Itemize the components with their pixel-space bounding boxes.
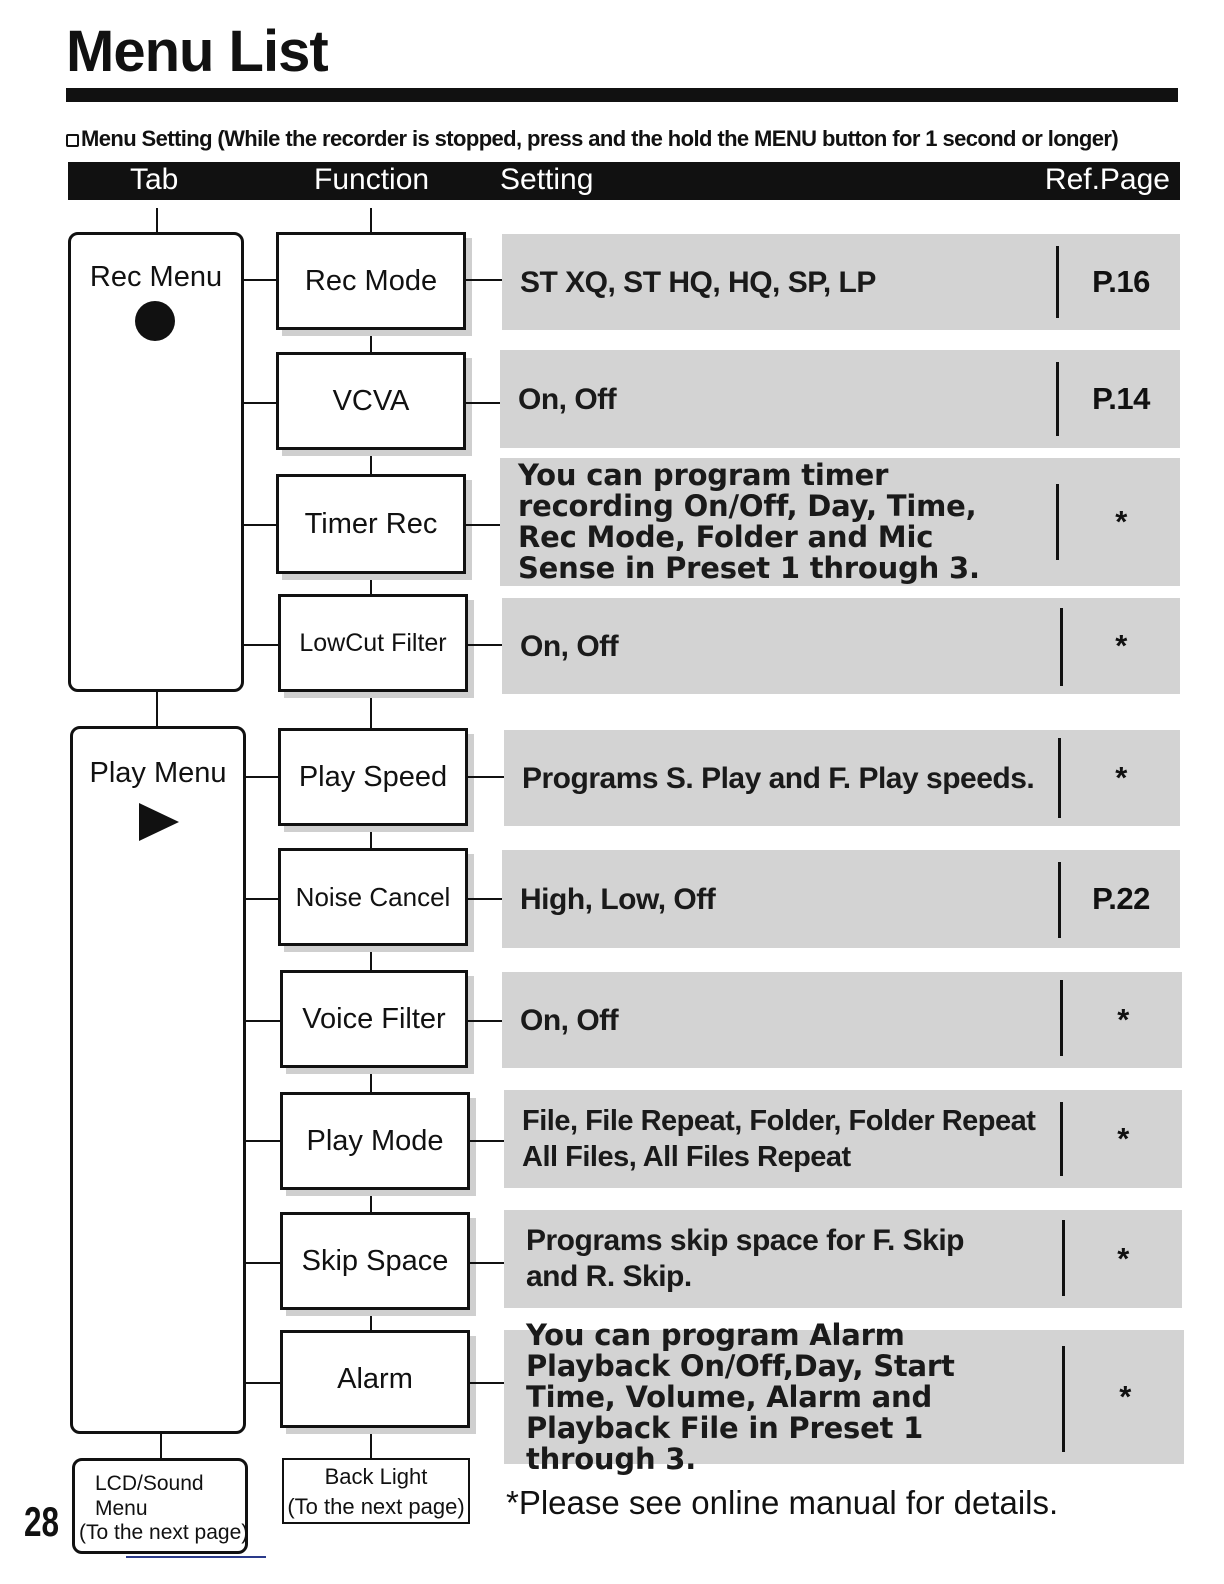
ref-divider (1056, 246, 1059, 318)
connector (468, 898, 504, 900)
ref-divider (1056, 484, 1059, 560)
setting-noise-cancel (502, 850, 1180, 948)
header-setting: Setting (500, 163, 594, 196)
setting-vcva (500, 350, 1180, 448)
ref-page: * (1117, 1121, 1129, 1156)
connector (244, 279, 278, 281)
connector (244, 644, 278, 646)
connector (468, 1020, 504, 1022)
menu-setting-caption-text: Menu Setting (While the recorder is stopped, press and the hold the MENU button for 1 second or longer) (81, 126, 1119, 151)
connector (156, 208, 158, 232)
connector (246, 1262, 280, 1264)
ref-page: P.14 (1092, 381, 1150, 416)
table-header (68, 162, 1180, 200)
ref-page: * (1117, 1241, 1129, 1276)
connector (246, 1140, 280, 1142)
title-rule (66, 88, 1178, 102)
connector (156, 692, 158, 726)
connector (244, 402, 278, 404)
lcd-sound-label-3: (To the next page) (79, 1521, 249, 1544)
setting-voice-filter (502, 972, 1182, 1068)
setting-rec-mode (502, 234, 1180, 330)
record-dot-icon (135, 301, 175, 341)
ref-page: * (1115, 504, 1127, 539)
ref-divider (1058, 862, 1061, 938)
page-title: Menu List (66, 19, 328, 84)
ref-divider (1062, 1346, 1065, 1452)
setting-text: High, Low, Off (520, 882, 716, 916)
connector (246, 776, 280, 778)
setting-skip-space (504, 1210, 1182, 1308)
setting-text: You can program Alarm Playback On/Off,Day, Start Time, Volume, Alarm and Playback File in Preset 1 through 3. (526, 1317, 955, 1476)
ref-page: * (1115, 628, 1127, 663)
setting-play-mode (504, 1090, 1182, 1188)
setting-text: You can program timer recording On/Off, Day, Time, Rec Mode, Folder and Mic Sense in Preset 1 through 3. (518, 458, 980, 585)
function-play-mode: Play Mode (280, 1092, 470, 1190)
ref-divider (1056, 362, 1059, 436)
connector (244, 524, 278, 526)
function-alarm: Alarm (280, 1330, 470, 1428)
setting-timer-rec (500, 458, 1180, 586)
ref-divider (1060, 1102, 1063, 1176)
tab-play-menu (70, 726, 246, 1434)
header-function: Function (314, 163, 430, 196)
rec-menu-label: Rec Menu (89, 261, 223, 293)
setting-text: File, File Repeat, Folder, Folder Repeat All Files, All Files Repeat (522, 1105, 1036, 1173)
back-light-next-page: (To the next page) (287, 1494, 465, 1519)
bottom-rule (126, 1556, 266, 1558)
ref-page: * (1117, 1002, 1129, 1037)
header-ref-page: Ref.Page (1044, 163, 1170, 196)
ref-divider (1058, 738, 1061, 818)
ref-page: P.22 (1092, 881, 1150, 916)
connector (370, 208, 372, 232)
connector (466, 279, 502, 281)
setting-lowcut-filter (502, 598, 1180, 694)
back-light-box (282, 1458, 470, 1524)
setting-play-speed (504, 730, 1180, 826)
checkbox-bullet-icon (66, 134, 79, 147)
lcd-sound-label-2: Menu (95, 1497, 148, 1520)
connector (466, 402, 502, 404)
play-triangle-icon (137, 801, 181, 843)
function-timer-rec: Timer Rec (276, 474, 466, 574)
connector (470, 1262, 504, 1264)
ref-page: P.16 (1092, 264, 1150, 299)
ref-divider (1060, 980, 1063, 1056)
setting-text: ST XQ, ST HQ, HQ, SP, LP (520, 265, 876, 299)
connector (246, 1382, 282, 1384)
back-light-label: Back Light (324, 1464, 428, 1489)
function-play-speed: Play Speed (278, 728, 468, 826)
menu-setting-caption (66, 126, 1118, 152)
function-noise-cancel: Noise Cancel (278, 848, 468, 946)
tab-lcd-sound-menu (72, 1458, 248, 1554)
connector (468, 776, 504, 778)
ref-page: * (1115, 760, 1127, 795)
header-tab: Tab (130, 163, 179, 196)
ref-page: * (1119, 1379, 1131, 1414)
function-rec-mode: Rec Mode (276, 232, 466, 330)
setting-alarm (504, 1317, 1184, 1476)
function-voice-filter: Voice Filter (280, 970, 468, 1068)
function-lowcut-filter: LowCut Filter (278, 594, 468, 692)
connector (470, 1382, 504, 1384)
connector (246, 898, 280, 900)
setting-text: On, Off (520, 629, 619, 663)
play-menu-label: Play Menu (89, 757, 227, 789)
page-number: 28 (24, 1498, 60, 1545)
connector (470, 1140, 504, 1142)
function-skip-space: Skip Space (280, 1212, 470, 1310)
setting-text: On, Off (520, 1003, 619, 1037)
setting-text: Programs skip space for F. Skip and R. Skip. (526, 1224, 965, 1293)
connector (246, 1020, 280, 1022)
setting-text: On, Off (518, 382, 617, 416)
footnote: *Please see online manual for details. (506, 1484, 1059, 1521)
connector (468, 644, 502, 646)
setting-text: Programs S. Play and F. Play speeds. (522, 761, 1035, 795)
function-vcva: VCVA (276, 352, 466, 450)
connector (160, 1434, 162, 1460)
connector (466, 524, 502, 526)
lcd-sound-label-1: LCD/Sound (95, 1472, 204, 1495)
tab-rec-menu (68, 232, 244, 692)
